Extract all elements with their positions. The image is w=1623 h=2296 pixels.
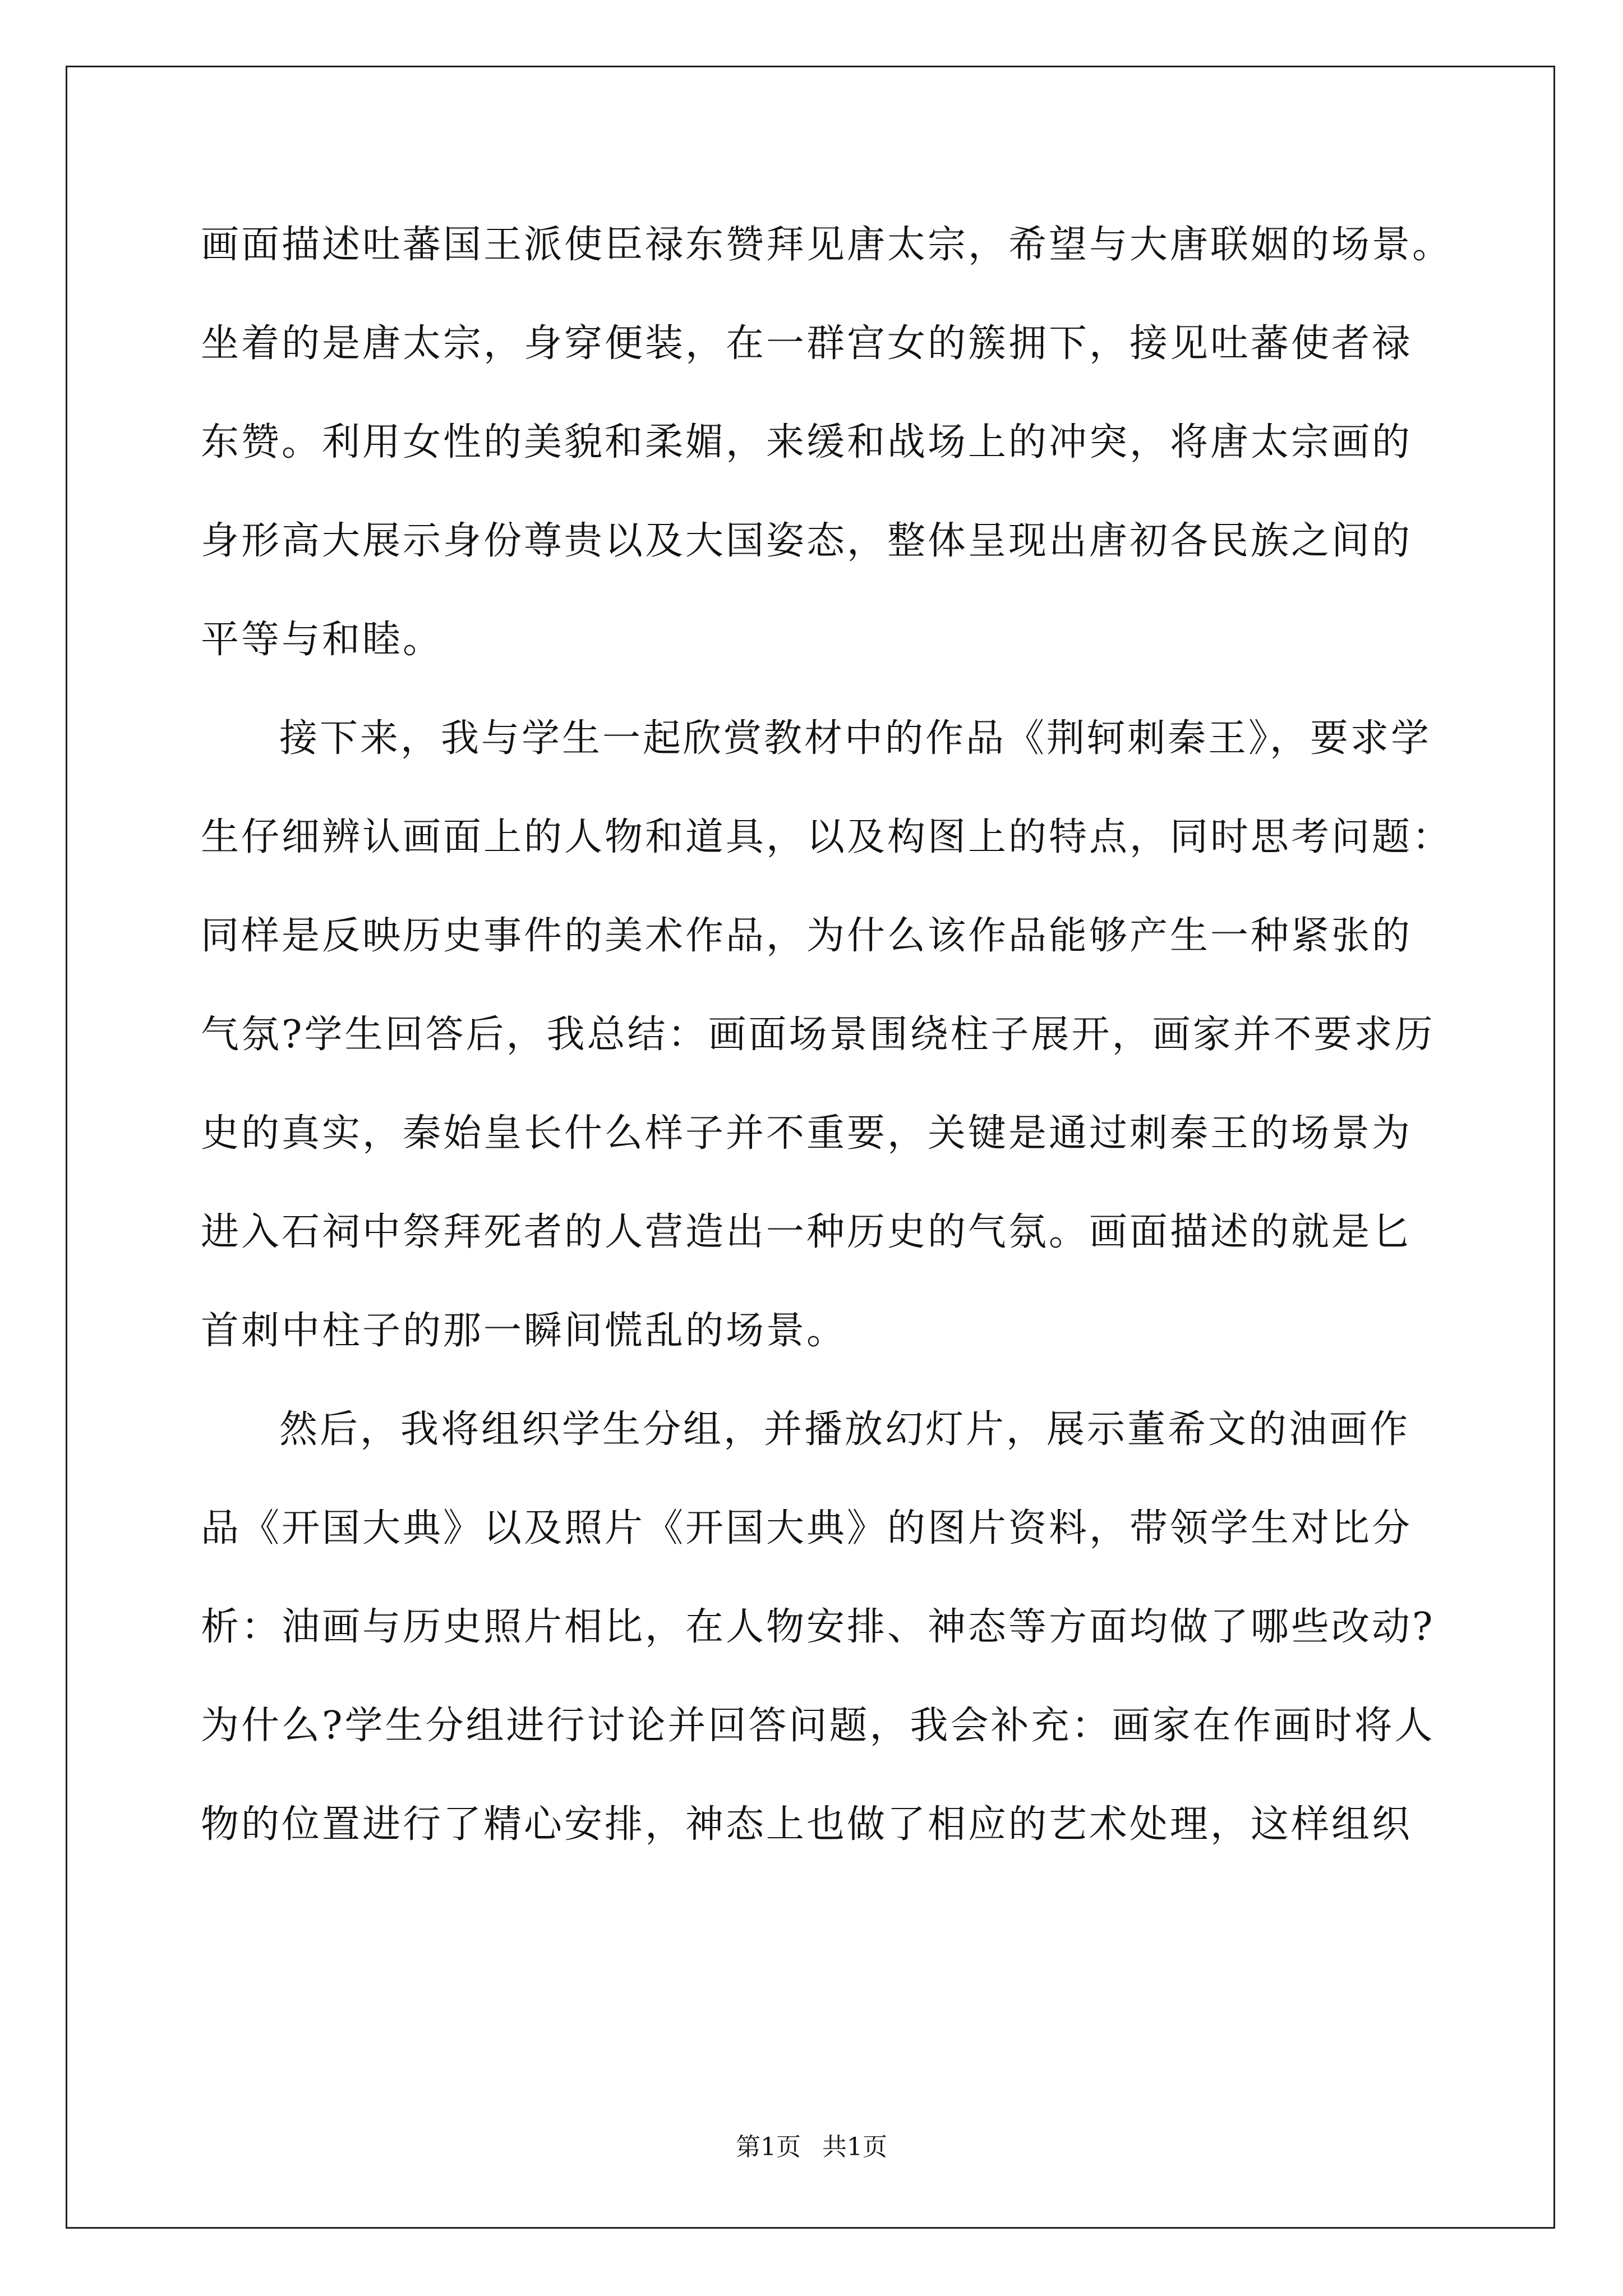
text-line: 析：油画与历史照片相比，在人物安排、神态等方面均做了哪些改动? [201, 1605, 1435, 1649]
text-line: 平等与和睦。 [201, 618, 444, 662]
text-line: 坐着的是唐太宗，身穿便装，在一群宫女的簇拥下，接见吐蕃使者禄 [201, 321, 1413, 366]
page-footer [0, 2131, 1623, 2164]
text-line: 为什么?学生分组进行讨论并回答问题，我会补充：画家在作画时将人 [201, 1704, 1435, 1748]
text-line: 画面描述吐蕃国王派使臣禄东赞拜见唐太宗，希望与大唐联姻的场景。 [201, 223, 1453, 267]
text-line: 身形高大展示身份尊贵以及大国姿态，整体呈现出唐初各民族之间的 [201, 519, 1413, 563]
text-line: 同样是反映历史事件的美术作品，为什么该作品能够产生一种紧张的 [201, 914, 1413, 958]
text-line: 东赞。利用女性的美貌和柔媚，来缓和战场上的冲突，将唐太宗画的 [201, 420, 1413, 464]
page-number: 第1页 [736, 2133, 801, 2161]
text-line: 进入石祠中祭拜死者的人营造出一种历史的气氛。画面描述的就是匕 [201, 1210, 1413, 1254]
paragraph-first-line: 然后，我将组织学生分组，并播放幻灯片，展示董希文的油画作 [279, 1407, 1410, 1452]
text-line: 生仔细辨认画面上的人物和道具，以及构图上的特点，同时思考问题： [201, 815, 1453, 859]
paragraph-first-line: 接下来，我与学生一起欣赏教材中的作品《荆轲刺秦王》，要求学 [279, 716, 1432, 761]
text-line: 史的真实，秦始皇长什么样子并不重要，关键是通过刺秦王的场景为 [201, 1111, 1413, 1156]
text-line: 品《开国大典》以及照片《开国大典》的图片资料，带领学生对比分 [201, 1506, 1413, 1550]
text-line: 物的位置进行了精心安排，神态上也做了相应的艺术处理，这样组织 [201, 1802, 1413, 1847]
text-line: 气氛?学生回答后，我总结：画面场景围绕柱子展开，画家并不要求历 [201, 1013, 1435, 1057]
page-total: 共1页 [822, 2133, 887, 2161]
text-line: 首刺中柱子的那一瞬间慌乱的场景。 [201, 1309, 847, 1353]
